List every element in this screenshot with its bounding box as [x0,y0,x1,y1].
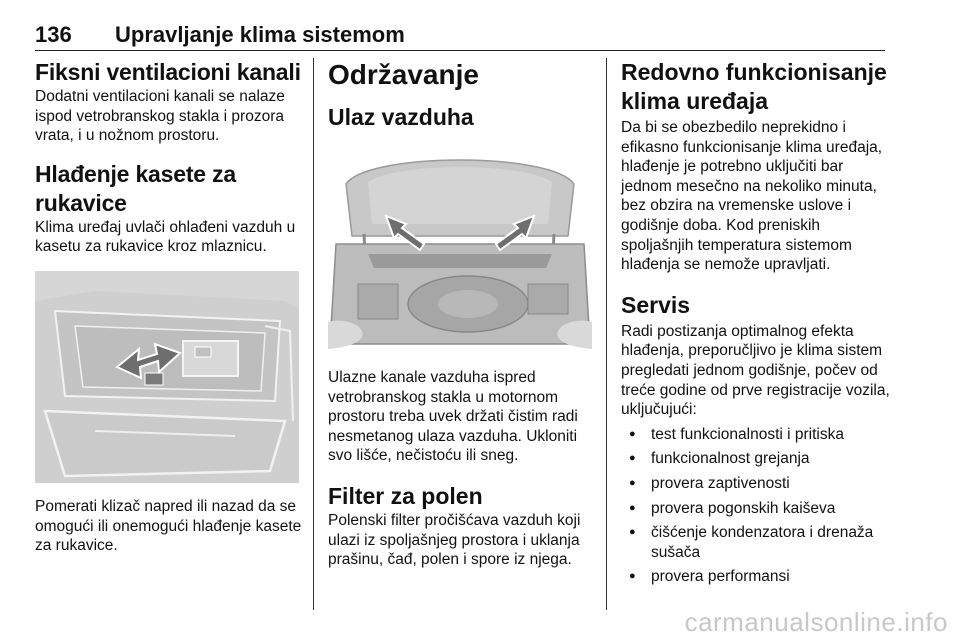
paragraph-glovebox-cooling: Klima uređaj uvlači ohlađeni vazduh u kasetu za rukavice kroz mlaznicu. [35,218,296,256]
service-checklist [621,425,896,587]
figure-caption-glovebox: Pomerati klizač napred ili nazad da se omogući ili onemogući hlađenje kasete za rukavice. [35,497,302,555]
watermark: carmanualsonline.info [684,607,948,637]
list-item: ● provera zaptivenosti [621,474,896,494]
list-item: ● čišćenje kondenzatora i drenaža sušača [621,523,896,562]
column-1 [35,58,303,556]
heading-maintenance: Održavanje [328,59,479,90]
heading-pollen-filter: Filter za polen [328,482,483,509]
column-divider-left [313,58,314,610]
header-rule [35,50,885,51]
page-title: Upravljanje klima sistemom [115,22,405,47]
engine-bay-figure [328,144,592,352]
column-3 [621,58,896,587]
heading-regular-operation: Redovno funkcionisanje klima uređaja [621,59,887,114]
paragraph-fixed-vents: Dodatni ventilacioni kanali se nalaze ispod vetrobranskog stakla i prozora vrata, i u nožnom prostoru. [35,88,285,145]
paragraph-regular-operation: Da bi se obezbedilo neprekidno i efikasno funkcionisanje klima uređaja, hlađenje je potrebno uključiti bar jednom mesečno na nekoliko minuta, bez obzira na vremenske uslove i godišnje doba. Kod preniskih spoljašnjih temperatura sistemom hlađenja se nemože upravljati. [621,119,883,274]
heading-glovebox-cooling: Hlađenje kasete za rukavice [35,160,236,216]
heading-service: Servis [621,291,691,318]
column-2 [328,58,596,570]
heading-air-intake: Ulaz vazduha [328,104,474,130]
page-header [35,22,885,52]
paragraph-service: Radi postizanja optimalnog efekta hlađenja, preporučljivo je klima sistem pregledati jednom godišnje, počev od treće godine od prve registracije vozila, uključujući: [621,322,890,419]
list-item: ● provera pogonskih kaiševa [621,499,896,519]
paragraph-pollen-filter: Polenski filter pročišćava vazduh koji ulazi iz spoljašnjeg prostora i uklanja prašinu, čađ, polen i spore iz njega. [328,511,581,569]
page-number: 136 [35,22,72,47]
column-divider-right [606,58,607,610]
glovebox-figure [35,271,299,483]
paragraph-air-intake: Ulazne kanale vazduha ispred vetrobranskog stakla u motornom prostoru treba uvek držati čistim radi nesmetanog ulaza vazduha. Ukloniti svo lišće, nečistoću ili sneg. [328,369,578,465]
list-item: ● test funkcionalnosti i pritiska [621,425,896,445]
list-item: ● provera performansi [621,567,896,587]
heading-fixed-vents: Fiksni ventilacioni kanali [35,59,301,85]
list-item: ● funkcionalnost grejanja [621,449,896,469]
